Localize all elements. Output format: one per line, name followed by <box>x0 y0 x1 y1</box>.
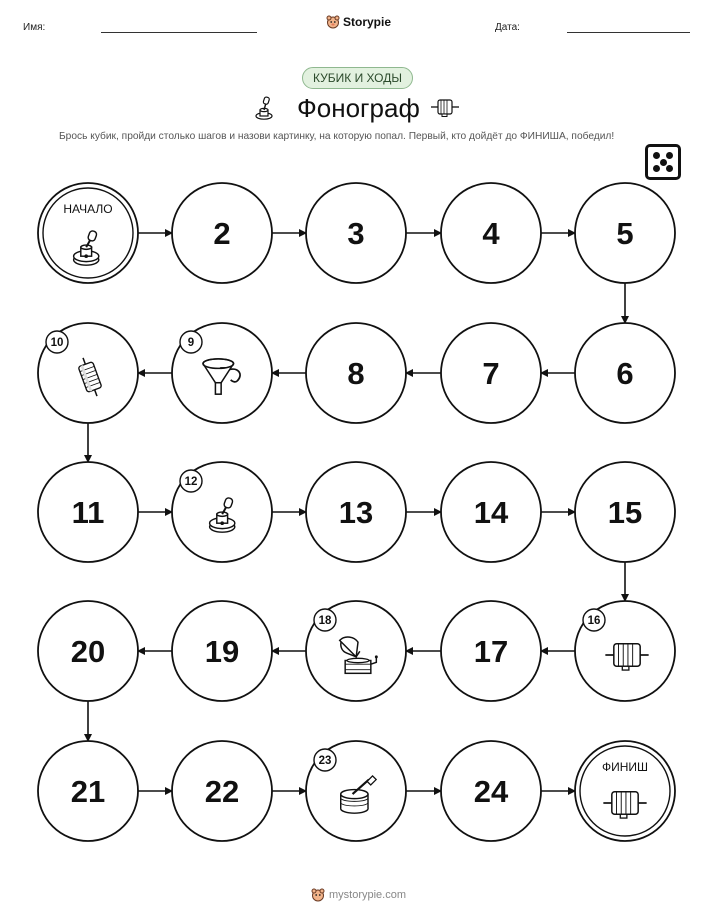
board-cell-21[interactable] <box>38 741 138 841</box>
board-cell-17[interactable] <box>441 601 541 701</box>
cell-number: 13 <box>338 495 374 530</box>
board-cell-7[interactable] <box>441 323 541 423</box>
cell-circle <box>38 183 138 283</box>
storypie-mascot-icon <box>311 888 325 902</box>
cell-number: 24 <box>473 774 509 809</box>
board-cell-4[interactable] <box>441 183 541 283</box>
brand-name: Storypie <box>343 15 392 29</box>
page-title: Фонограф <box>297 93 420 123</box>
cell-number: 2 <box>213 216 231 251</box>
cell-number: 14 <box>473 495 509 530</box>
cell-number: 20 <box>70 634 106 669</box>
board-cell-23[interactable] <box>306 741 406 841</box>
cell-number: 19 <box>204 634 240 669</box>
date-label: Дата: <box>495 22 520 33</box>
instructions: Брось кубик, пройди столько шагов и назови картинку, на которую попал. Первый, кто дойдёт до ФИНИША, победил! <box>59 131 615 142</box>
cell-number: 18 <box>318 615 332 627</box>
board-cell-24[interactable] <box>441 741 541 841</box>
game-type-badge: КУБИК И ХОДЫ <box>302 67 413 89</box>
board-cell-5[interactable] <box>575 183 675 283</box>
board-cell-25[interactable] <box>575 741 675 841</box>
cell-number: 12 <box>184 476 198 488</box>
board-cell-11[interactable] <box>38 462 138 562</box>
board-cells <box>38 183 675 841</box>
board-cell-22[interactable] <box>172 741 272 841</box>
board-cell-20[interactable] <box>38 601 138 701</box>
board-cell-14[interactable] <box>441 462 541 562</box>
board-cell-19[interactable] <box>172 601 272 701</box>
name-label: Имя: <box>23 22 46 33</box>
board-cell-13[interactable] <box>306 462 406 562</box>
board-cell-10[interactable] <box>38 323 138 423</box>
board-cell-16[interactable] <box>575 601 675 701</box>
finish-label: ФИНИШ <box>601 760 649 774</box>
cell-number: 9 <box>187 337 195 349</box>
cell-number: 5 <box>616 216 634 251</box>
cell-number: 15 <box>607 495 643 530</box>
cell-number: 16 <box>587 615 601 627</box>
board-cell-6[interactable] <box>575 323 675 423</box>
footer <box>311 888 406 902</box>
cell-number: 10 <box>50 337 64 349</box>
cell-number: 23 <box>318 755 332 767</box>
cell-number: 21 <box>70 774 106 809</box>
cell-number: 17 <box>473 634 509 669</box>
board-cell-1[interactable] <box>38 183 138 283</box>
board-cell-15[interactable] <box>575 462 675 562</box>
cell-number: 6 <box>616 356 634 391</box>
board-cell-2[interactable] <box>172 183 272 283</box>
board-cell-18[interactable] <box>306 601 406 701</box>
cell-number: 8 <box>347 356 365 391</box>
board-cell-9[interactable] <box>172 323 272 423</box>
board-cell-3[interactable] <box>306 183 406 283</box>
cell-number: 22 <box>204 774 240 809</box>
cell-number: 3 <box>347 216 365 251</box>
board-cell-8[interactable] <box>306 323 406 423</box>
cell-number: 7 <box>482 356 500 391</box>
cell-number: 11 <box>71 495 105 530</box>
start-label: НАЧАЛО <box>63 202 113 216</box>
cell-number: 4 <box>482 216 500 251</box>
footer-site[interactable]: mystorypie.com <box>329 889 407 901</box>
board-cell-12[interactable] <box>172 462 272 562</box>
